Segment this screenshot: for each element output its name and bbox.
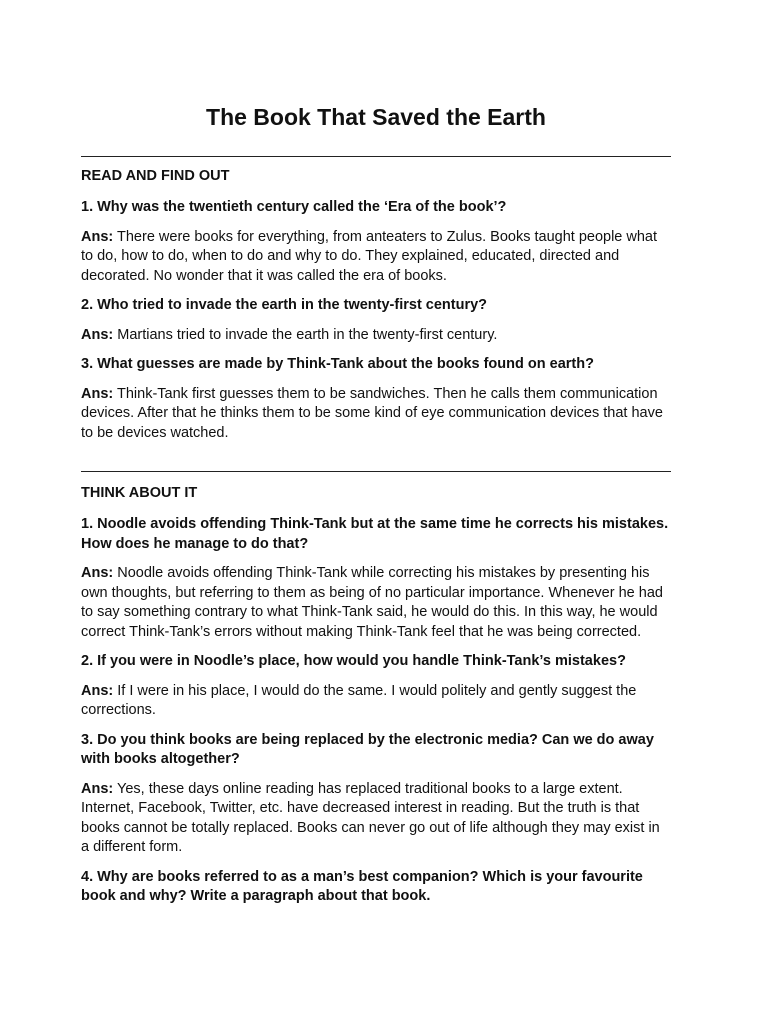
answer-text: Think-Tank first guesses them to be sandwiches. Then he calls them communication devices. After that he thinks them to be some kind of eye communication devices that have to be devices watched. xyxy=(81,385,663,441)
answer-paragraph xyxy=(81,682,671,721)
qa-item xyxy=(81,652,671,721)
question-text: 4. Why are books referred to as a man’s best companion? Which is your favourite book and why? Write a paragraph about that book. xyxy=(81,868,643,904)
qa-item xyxy=(81,355,671,443)
answer-label: Ans: xyxy=(81,326,114,343)
answer-paragraph xyxy=(81,564,671,642)
document-title: The Book That Saved the Earth xyxy=(206,104,546,130)
answer-text: There were books for everything, from anteaters to Zulus. Books taught people what to do, how to do, when to do and why to do. They explained, educated, directed and decorated. No wonder that it was called the era of books. xyxy=(81,228,658,284)
answer-paragraph xyxy=(81,228,671,287)
question-text: 2. If you were in Noodle’s place, how would you handle Think-Tank’s mistakes? xyxy=(81,653,626,669)
answer-label: Ans: xyxy=(81,565,114,581)
qa-item xyxy=(81,868,671,907)
section-think-about-it xyxy=(81,484,671,917)
answer-label: Ans: xyxy=(81,228,114,245)
section-divider xyxy=(81,156,671,157)
qa-item xyxy=(81,515,671,642)
answer-text: If I were in his place, I would do the same. I would politely and gently suggest the corrections. xyxy=(81,682,637,718)
question-text: 3. What guesses are made by Think-Tank about the books found on earth? xyxy=(81,356,594,372)
qa-item xyxy=(81,296,671,345)
question-text: 1. Why was the twentieth century called the ‘Era of the book’? xyxy=(81,199,507,215)
question-text: 3. Do you think books are being replaced by the electronic media? Can we do away with books altogether? xyxy=(81,731,654,767)
qa-item xyxy=(81,731,671,858)
answer-paragraph xyxy=(81,780,671,858)
question-text: 1. Noodle avoids offending Think-Tank but at the same time he corrects his mistakes. How does he manage to do that? xyxy=(81,516,669,552)
qa-item xyxy=(81,198,671,286)
section-heading: THINK ABOUT IT xyxy=(81,485,198,501)
answer-paragraph xyxy=(81,385,671,444)
answer-label: Ans: xyxy=(81,780,114,797)
answer-label: Ans: xyxy=(81,682,114,699)
section-divider xyxy=(81,471,671,472)
answer-text: Yes, these days online reading has replaced traditional books to a large extent. Internet, Facebook, Twitter, etc. have decreased interest in reading. But the truth is that books cannot be totally replaced. Books can never go out of life although they may exist in a different form. xyxy=(81,780,660,855)
question-text: 2. Who tried to invade the earth in the twenty-first century? xyxy=(81,297,488,313)
answer-text: Martians tried to invade the earth in the twenty-first century. xyxy=(113,326,498,343)
section-read-and-find-out xyxy=(81,167,671,453)
answer-label: Ans: xyxy=(81,385,114,402)
section-heading: READ AND FIND OUT xyxy=(81,168,230,184)
answer-paragraph xyxy=(81,326,671,346)
answer-text: Noodle avoids offending Think-Tank while correcting his mistakes by presenting his own thoughts, but referring to them as being of no particular importance. Whenever he had to say something contrary to what Think-Tank said, he would do this. In this way, he would correct Think-Tank’s errors without making Think-Tank feel that he was being corrected. xyxy=(81,565,663,640)
